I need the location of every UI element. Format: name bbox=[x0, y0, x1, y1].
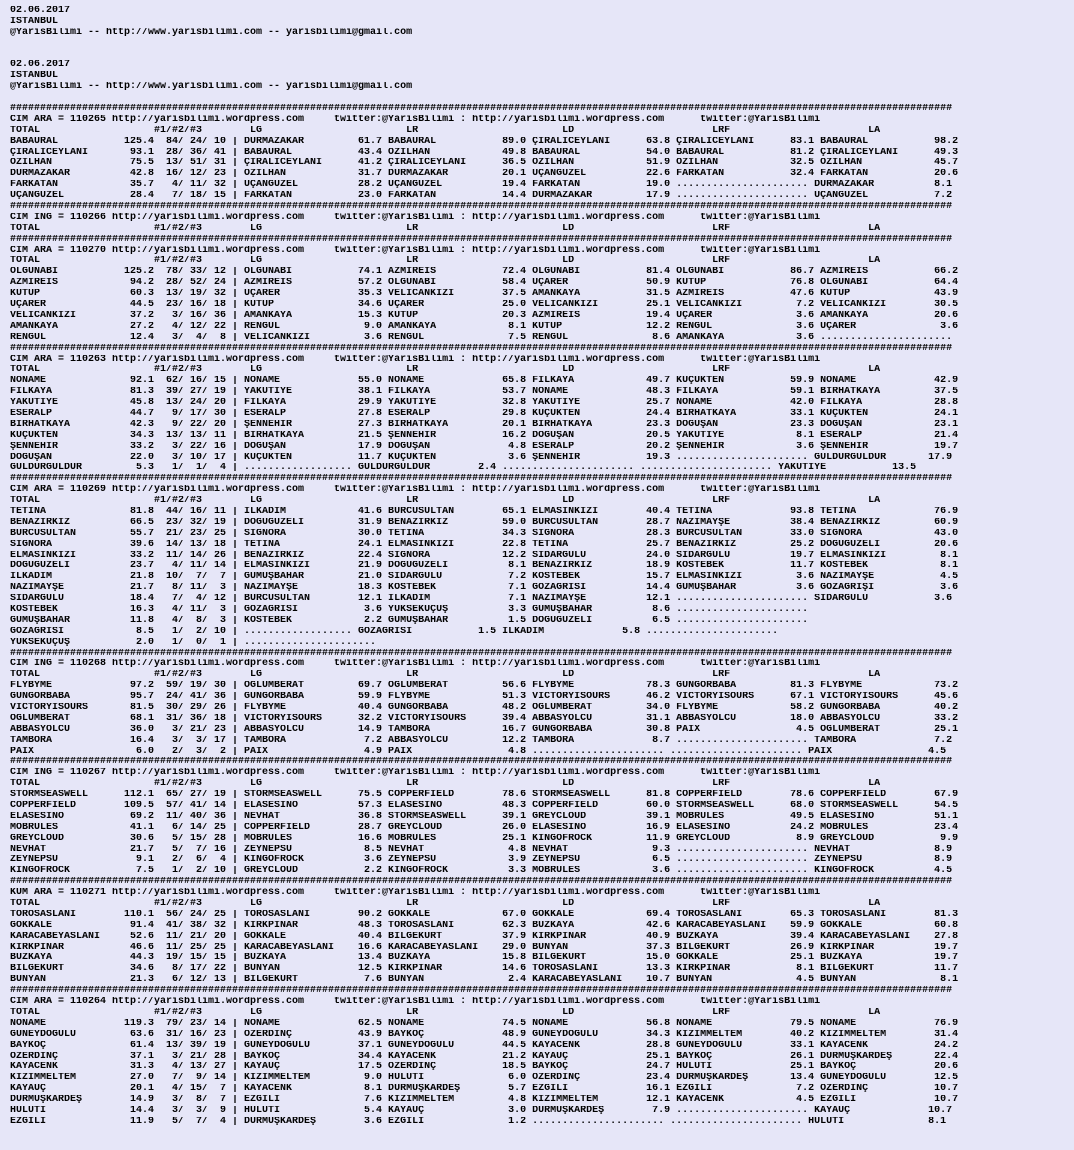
separator-line: ############################################################################################################################################################# bbox=[10, 202, 953, 213]
report-line: STORMSEASWELL 112.1 65/ 27/ 19 | STORMSEASWELL 75.5 COPPERFIELD 78.6 STORMSEASWELL 81.8 COPPERFIELD 78.6 COPPERFIELD 67.9 bbox=[10, 790, 959, 801]
report-line: TETİNA 81.8 44/ 16/ 11 | İLKADIM 41.6 BURCUSULTAN 65.1 ELMASINKIZI 40.4 TETİNA 93.8 TETİNA 76.9 bbox=[10, 506, 959, 517]
race-header-line: CIM ARA = 110264 http://yarisbilimi.wordpress.com twitter:@YarisBilimi : http://yarisbilimi.wordpress.com twitter:@YarisBilimi bbox=[10, 997, 821, 1008]
race-header-line: CIM ARA = 110270 http://yarisbilimi.wordpress.com twitter:@YarisBilimi : http://yarisbilimi.wordpress.com twitter:@YarisBilimi bbox=[10, 245, 821, 256]
column-header-line: TOTAL #1/#2/#3 LG LR LD LRF LA bbox=[10, 496, 881, 507]
column-header-line: TOTAL #1/#2/#3 LG LR LD LRF LA bbox=[10, 899, 881, 910]
report-line: SİGNORA 39.6 14/ 13/ 18 | TETİNA 24.1 ELMASINKIZI 22.8 TETİNA 25.7 BENAZİRKIZ 25.2 DOĞUGÜZELİ 20.6 bbox=[10, 539, 959, 550]
report-line: KOSTEBEK 16.3 4/ 11/ 3 | GOZAGRISI 3.6 YÜKSEKUÇUŞ 3.3 GÜMÜŞBAHAR 8.6 ...................... bbox=[10, 604, 809, 615]
report-line: NAZIMAYŞE 21.7 8/ 11/ 3 | NAZIMAYŞE 18.3 KOSTEBEK 7.1 GOZAGRISI 14.4 GÜMÜŞBAHAR 3.6 GOZAGRİŞİ 3.6 bbox=[10, 583, 959, 594]
blank-line bbox=[10, 93, 1074, 104]
report-line: TAMBORA 16.4 3/ 3/ 17 | TAMBORA 7.2 ABBASYOLCU 12.2 TAMBORA 8.7 ...................... TAMBORA 7.2 bbox=[10, 735, 953, 746]
separator-line: ############################################################################################################################################################# bbox=[10, 986, 953, 997]
report-line: UÇARER 44.5 23/ 16/ 18 | KUTUP 34.6 UÇARER 25.0 VELİCANKIZI 25.1 VELİCANKIZI 7.2 VELİCANKIZI 30.5 bbox=[10, 300, 959, 311]
report-line: KINGOFROCK 7.5 1/ 2/ 10 | GREYCLOUD 2.2 KINGOFROCK 3.3 MOBRULES 3.6 ...................... KINGOFROCK 4.5 bbox=[10, 866, 953, 877]
column-header-line: TOTAL #1/#2/#3 LG LR LD LRF LA bbox=[10, 256, 881, 267]
report-line: ÖZILHAN 75.5 13/ 51/ 31 | ÇIRALICEYLANI 41.2 ÇIRALICEYLANI 36.5 ÖZILHAN 51.9 ÖZILHAN 32.5 ÖZILHAN 45.7 bbox=[10, 158, 959, 169]
report-line: TOROSASLANI 110.1 56/ 24/ 25 | TOROSASLANI 90.2 GÖKKALE 67.0 GÖKKALE 69.4 TOROSASLANI 65.3 TOROSASLANI 81.3 bbox=[10, 909, 959, 920]
report-line: DOĞUGÜZELİ 23.7 4/ 11/ 14 | ELMASINKIZI 21.9 DOĞUGÜZELİ 8.1 BENAZİRKIZ 18.9 KOSTEBEK 11.7 KOSTEBEK 8.1 bbox=[10, 561, 959, 572]
report-line: UÇANGÜZEL 28.4 7/ 18/ 15 | FARKATAN 23.0 FARKATAN 14.4 DURMAZAKAR 17.9 ...................... UÇANGÜZEL 7.2 bbox=[10, 191, 953, 202]
report-line: İLKADIM 21.8 10/ 7/ 7 | GÜMÜŞBAHAR 21.0 SIDARGÜLÜ 7.2 KOSTEBEK 15.7 ELMASINKIZI 3.6 NAZIMAYŞE 4.5 bbox=[10, 572, 959, 583]
report-line: ISTANBUL bbox=[10, 16, 59, 27]
report-line: KÜÇÜKTEN 34.3 13/ 13/ 11 | BİRHATKAYA 21.5 ŞENNEHİR 16.2 DOĞUŞAN 20.5 YAKUTİYE 8.1 ESERALP 21.4 bbox=[10, 430, 959, 441]
report-line: ÇIRALICEYLANI 93.1 28/ 36/ 41 | BABAURAL 43.4 ÖZILHAN 49.8 BABAURAL 54.0 BABAURAL 81.2 ÇIRALICEYLANI 49.3 bbox=[10, 147, 959, 158]
report-line: VICTORYISOURS 81.5 30/ 29/ 26 | FLYBYME 40.4 GUNGORBABA 48.2 OGLUMBERAT 34.0 FLYBYME 58.2 GUNGORBABA 40.2 bbox=[10, 703, 959, 713]
separator-line: ############################################################################################################################################################# bbox=[10, 104, 953, 115]
race-header-line: KUM ARA = 110271 http://yarisbilimi.wordpress.com twitter:@YarisBilimi : http://yarisbilimi.wordpress.com twitter:@YarisBilimi bbox=[10, 888, 821, 899]
separator-line: ############################################################################################################################################################# bbox=[10, 877, 953, 888]
race-header-line: CIM ARA = 110263 http://yarisbilimi.wordpress.com twitter:@YarisBilimi : http://yarisbilimi.wordpress.com twitter:@YarisBilimi bbox=[10, 354, 821, 365]
report-line: FLYBYME 97.2 59/ 19/ 30 | OGLUMBERAT 69.7 OGLUMBERAT 56.6 FLYBYME 78.3 GUNGORBABA 81.3 FLYBYME 73.2 bbox=[10, 681, 959, 692]
report-line: GÜLDURGULDÜR 5.3 1/ 1/ 4 | .................. GÜLDURGULDÜR 2.4 ...................... ...................... YAKUTİYE 13.5 bbox=[10, 463, 917, 474]
column-header-line: TOTAL #1/#2/#3 LG LR LD LRF LA bbox=[10, 670, 881, 681]
report-line: BUZKAYA 44.3 19/ 15/ 15 | BUZKAYA 13.4 BUZKAYA 15.8 BİLGEKURT 15.0 GÖKKALE 25.1 BUZKAYA 19.7 bbox=[10, 953, 959, 964]
separator-line: ############################################################################################################################################################# bbox=[10, 648, 953, 659]
report-line: KIRKPINAR 46.6 11/ 25/ 25 | KARACABEYASLANI 16.6 KARACABEYASLANI 29.0 BUNYAN 37.3 BİLGEKURT 26.9 KIRKPINAR 19.7 bbox=[10, 942, 959, 953]
blank-line bbox=[10, 50, 1074, 61]
report-line: GUNGORBABA 95.7 24/ 41/ 36 | GUNGORBABA 59.9 FLYBYME 51.3 VICTORYISOURS 46.2 VICTORYISOURS 67.1 VICTORYISOURS 45.6 bbox=[10, 692, 959, 703]
column-header-line: TOTAL #1/#2/#3 LG LR LD LRF LA bbox=[10, 125, 881, 136]
report-line: GÜNEYDOĞULU 63.6 31/ 16/ 23 | ÖZERDİNÇ 43.9 BAYKOÇ 48.9 GÜNEYDOĞULU 34.3 KIZIMMELTEM 40.2 KIZIMMELTEM 31.4 bbox=[10, 1029, 959, 1040]
race-header-line: CIM ING = 110267 http://yarisbilimi.wordpress.com twitter:@YarisBilimi : http://yarisbilimi.wordpress.com twitter:@YarisBilimi bbox=[10, 768, 821, 779]
report-line: KIZIMMELTEM 27.0 7/ 9/ 14 | KIZIMMELTEM 9.0 HULUTİ 6.0 ÖZERDİNÇ 23.4 DURMUŞKARDEŞ 13.4 GÜNEYDOĞULU 12.5 bbox=[10, 1073, 959, 1084]
report-line: BİRHATKAYA 42.3 9/ 22/ 20 | ŞENNEHİR 27.3 BİRHATKAYA 20.1 BİRHATKAYA 23.3 DOĞUŞAN 23.3 DOĞUŞAN 23.1 bbox=[10, 419, 959, 430]
report-line: AZMİREİS 94.2 28/ 52/ 24 | AZMİREİS 57.2 OLGUNABİ 58.4 UÇARER 50.9 KUTUP 76.8 OLGUNABİ 64.4 bbox=[10, 278, 959, 289]
race-header-line: CIM ING = 110268 http://yarisbilimi.wordpress.com twitter:@YarisBilimi : http://yarisbilimi.wordpress.com twitter:@YarisBilimi bbox=[10, 659, 821, 670]
race-header-line: CIM ARA = 110269 http://yarisbilimi.wordpress.com twitter:@YarisBilimi : http://yarisbilimi.wordpress.com twitter:@YarisBilimi bbox=[10, 485, 821, 496]
report-line: ŞENNEHİR 33.2 3/ 22/ 16 | DOĞUŞAN 17.9 DOĞUŞAN 4.8 ESERALP 20.2 ŞENNEHİR 3.6 ŞENNEHİR 19.7 bbox=[10, 441, 959, 452]
column-header-line: TOTAL #1/#2/#3 LG LR LD LRF LA bbox=[10, 1007, 881, 1018]
report-line: OLGUNABİ 125.2 78/ 33/ 12 | OLGUNABİ 74.1 AZMİREİS 72.4 OLGUNABİ 81.4 OLGUNABİ 86.7 AZMİREİS 66.2 bbox=[10, 267, 959, 278]
report-line: GOZAGRISI 8.5 1/ 2/ 10 | .................. GOZAGRISI 1.5 İLKADIM 5.8 ...................... bbox=[10, 626, 779, 637]
report-line: KAYAUÇ 20.1 4/ 15/ 7 | KAYACENK 8.1 DURMUŞKARDEŞ 5.7 EZGİLİ 16.1 EZGİLİ 7.2 ÖZERDİNÇ 10.7 bbox=[10, 1084, 959, 1095]
report-line: BİLGEKURT 34.6 8/ 17/ 22 | BUNYAN 12.5 KIRKPINAR 14.6 TOROSASLANI 13.3 KIRKPINAR 8.1 BİLGEKURT 11.7 bbox=[10, 964, 959, 975]
separator-line: ############################################################################################################################################################# bbox=[10, 343, 953, 354]
report-line: KARACABEYASLANI 52.6 11/ 21/ 20 | GÖKKALE 40.4 BİLGEKURT 37.9 KIRKPINAR 40.9 BUZKAYA 39.4 KARACABEYASLANI 27.8 bbox=[10, 931, 959, 942]
report-line: VELİCANKIZI 37.2 3/ 16/ 36 | AMANKAYA 15.3 KUTUP 20.3 AZMİREİS 19.4 UÇARER 3.6 AMANKAYA 20.6 bbox=[10, 310, 959, 321]
column-header-line: TOTAL #1/#2/#3 LG LR LD LRF LA bbox=[10, 365, 881, 376]
report-line: COPPERFIELD 109.5 57/ 41/ 14 | ELASESINO 57.3 ELASESINO 48.3 COPPERFIELD 60.0 STORMSEASWELL 68.0 STORMSEASWELL 54.5 bbox=[10, 801, 959, 812]
column-header-line: TOTAL #1/#2/#3 LG LR LD LRF LA bbox=[10, 223, 881, 234]
report-line: ZEYNEPSU 9.1 2/ 6/ 4 | KINGOFROCK 3.6 ZEYNEPSU 3.9 ZEYNEPSU 6.5 ...................... ZEYNEPSU 8.9 bbox=[10, 855, 953, 866]
separator-line: ############################################################################################################################################################# bbox=[10, 474, 953, 485]
report-line: PAIX 6.0 2/ 3/ 2 | PAIX 4.9 PAIX 4.8 ...................... ...................... PAIX 4.5 bbox=[10, 746, 947, 757]
report-line: NONAME 119.3 79/ 23/ 14 | NONAME 62.5 NONAME 74.5 NONAME 56.8 NONAME 79.5 NONAME 76.9 bbox=[10, 1018, 959, 1029]
report-line: ISTANBUL bbox=[10, 71, 59, 82]
report-line: ESERALP 44.7 9/ 17/ 30 | ESERALP 27.8 ESERALP 29.8 KÜÇÜKTEN 24.4 BİRHATKAYA 33.1 KÜÇÜKTEN 24.1 bbox=[10, 408, 959, 419]
report-line: BENAZİRKIZ 66.5 23/ 32/ 19 | DOĞUGÜZELİ 31.9 BENAZİRKIZ 59.0 BURCUSULTAN 28.7 NAZIMAYŞE 38.4 BENAZİRKIZ 60.9 bbox=[10, 517, 959, 528]
report-line: BUNYAN 21.3 6/ 12/ 13 | BİLGEKURT 7.6 BUNYAN 2.4 KARACABEYASLANI 10.7 BUNYAN 4.5 BUNYAN 8.1 bbox=[10, 975, 959, 986]
race-report-document bbox=[10, 6, 1074, 1128]
report-line: 02.06.2017 bbox=[10, 60, 71, 71]
report-line: OGLUMBERAT 68.1 31/ 36/ 18 | VICTORYISOURS 32.2 VICTORYISOURS 39.4 ABBASYOLCU 31.1 ABBASYOLCU 18.0 ABBASYOLCU 33.2 bbox=[10, 713, 959, 724]
report-line: GÖKKALE 91.4 41/ 38/ 32 | KIRKPINAR 48.3 TOROSASLANI 62.3 BUZKAYA 42.6 KARACABEYASLANI 59.9 GÖKKALE 60.8 bbox=[10, 920, 959, 931]
report-line: BAYKOÇ 61.4 13/ 39/ 19 | GÜNEYDOĞULU 37.1 GÜNEYDOĞULU 44.5 KAYACENK 28.8 GÜNEYDOĞULU 33.1 KAYACENK 24.2 bbox=[10, 1040, 959, 1051]
report-line: NONAME 92.1 62/ 16/ 15 | NONAME 55.0 NONAME 65.8 FİLKAYA 49.7 KÜÇÜKTEN 59.9 NONAME 42.9 bbox=[10, 376, 959, 387]
race-header-line: CIM ARA = 110265 http://yarisbilimi.wordpress.com twitter:@YarisBilimi : http://yarisbilimi.wordpress.com twitter:@YarisBilimi bbox=[10, 114, 821, 125]
report-line: FİLKAYA 81.3 39/ 27/ 19 | YAKUTİYE 38.1 FİLKAYA 53.7 NONAME 48.3 FİLKAYA 59.1 BİRHATKAYA 37.5 bbox=[10, 387, 959, 398]
report-line: SIDARGÜLÜ 18.4 7/ 4/ 12 | BURCUSULTAN 12.1 İLKADIM 7.1 NAZIMAYŞE 12.1 ...................... SIDARGÜLÜ 3.6 bbox=[10, 594, 953, 605]
report-line: GÜMÜŞBAHAR 11.8 4/ 8/ 3 | KOSTEBEK 2.2 GÜMÜŞBAHAR 1.5 DOĞUGÜZELİ 6.5 ...................... bbox=[10, 615, 809, 626]
separator-line: ############################################################################################################################################################# bbox=[10, 757, 953, 768]
report-line: BURCUSULTAN 55.7 21/ 23/ 25 | SİGNORA 30.0 TETİNA 34.3 SİGNORA 28.3 BURCUSULTAN 33.0 SİGNORA 43.0 bbox=[10, 528, 959, 539]
report-line: ABBASYOLCU 36.0 3/ 21/ 23 | ABBASYOLCU 14.9 TAMBORA 16.7 GUNGORBABA 30.8 PAIX 4.5 OGLUMBERAT 25.1 bbox=[10, 724, 959, 735]
report-line: YAKUTİYE 45.8 13/ 24/ 20 | FİLKAYA 29.9 YAKUTİYE 32.8 YAKUTİYE 25.7 NONAME 42.0 FİLKAYA 28.8 bbox=[10, 398, 959, 409]
report-line: ÖZERDİNÇ 37.1 3/ 21/ 28 | BAYKOÇ 34.4 KAYACENK 21.2 KAYAUÇ 25.1 BAYKOÇ 26.1 DURMUŞKARDEŞ 22.4 bbox=[10, 1051, 959, 1062]
report-line: ELMASINKIZI 33.2 11/ 14/ 26 | BENAZİRKIZ 22.4 SİGNORA 12.2 SIDARGÜLÜ 24.0 SIDARGÜLÜ 19.7 ELMASINKIZI 8.1 bbox=[10, 550, 959, 561]
report-line: DURMAZAKAR 42.8 16/ 12/ 23 | ÖZILHAN 31.7 DURMAZAKAR 20.1 UÇANGÜZEL 22.6 FARKATAN 32.4 FARKATAN 20.6 bbox=[10, 169, 959, 180]
blank-line bbox=[10, 39, 1074, 50]
report-line: EZGİLİ 11.9 5/ 7/ 4 | DURMUŞKARDEŞ 3.6 EZGİLİ 1.2 ...................... ...................... HULUTİ 8.1 bbox=[10, 1116, 947, 1127]
report-line: KAYACENK 31.3 4/ 13/ 27 | KAYAUÇ 17.5 ÖZERDİNÇ 18.5 BAYKOÇ 24.7 HULUTİ 25.1 BAYKOÇ 20.6 bbox=[10, 1062, 959, 1073]
column-header-line: TOTAL #1/#2/#3 LG LR LD LRF LA bbox=[10, 779, 881, 790]
report-line: HULUTİ 14.4 3/ 3/ 9 | HULUTİ 5.4 KAYAUÇ 3.0 DURMUŞKARDEŞ 7.9 ...................... KAYAUÇ 10.7 bbox=[10, 1105, 953, 1116]
report-line: AMANKAYA 27.2 4/ 12/ 22 | RENGÜL 9.0 AMANKAYA 8.1 KUTUP 12.2 RENGÜL 3.6 UÇARER 3.6 bbox=[10, 321, 959, 332]
report-line: BABAURAL 125.4 84/ 24/ 10 | DURMAZAKAR 61.7 BABAURAL 89.0 ÇIRALICEYLANI 63.8 ÇIRALICEYLANI 83.1 BABAURAL 98.2 bbox=[10, 136, 959, 147]
report-line: @YarisBilimi -- http://www.yarisbilimi.com -- yarisbilimi@gmail.com bbox=[10, 82, 413, 93]
report-line: YÜKSEKUÇUŞ 2.0 1/ 0/ 1 | ...................... bbox=[10, 637, 377, 648]
separator-line: ############################################################################################################################################################# bbox=[10, 234, 953, 245]
report-line: DOĞUŞAN 22.0 3/ 10/ 17 | KÜÇÜKTEN 11.7 KÜÇÜKTEN 3.6 ŞENNEHİR 19.3 ...................... GÜLDURGULDÜR 17.9 bbox=[10, 452, 953, 463]
report-line: DURMUŞKARDEŞ 14.9 3/ 8/ 7 | EZGİLİ 7.6 KIZIMMELTEM 4.8 KIZIMMELTEM 12.1 KAYACENK 4.5 EZGİLİ 10.7 bbox=[10, 1095, 959, 1106]
report-line: ELASESINO 69.2 11/ 40/ 36 | NEVHAT 36.8 STORMSEASWELL 39.1 GREYCLOUD 39.1 MOBRULES 49.5 ELASESINO 51.1 bbox=[10, 811, 959, 822]
report-line: KUTUP 60.3 13/ 19/ 32 | UÇARER 35.3 VELİCANKIZI 37.5 AMANKAYA 31.5 AZMİREİS 47.6 KUTUP 43.9 bbox=[10, 289, 959, 300]
report-line: 02.06.2017 bbox=[10, 6, 71, 16]
race-header-line: CIM ING = 110266 http://yarisbilimi.wordpress.com twitter:@YarisBilimi : http://yarisbilimi.wordpress.com twitter:@YarisBilimi bbox=[10, 212, 821, 223]
report-line: FARKATAN 35.7 4/ 11/ 32 | UÇANGÜZEL 28.2 UÇANGÜZEL 19.4 FARKATAN 19.0 ...................... DURMAZAKAR 8.1 bbox=[10, 180, 953, 191]
report-line: GREYCLOUD 30.6 5/ 15/ 28 | MOBRULES 16.6 MOBRULES 25.1 KINGOFROCK 11.9 GREYCLOUD 8.9 GREYCLOUD 9.9 bbox=[10, 833, 959, 844]
report-line: @YarisBilimi -- http://www.yarisbilimi.com -- yarisbilimi@gmail.com bbox=[10, 27, 413, 38]
report-line: RENGÜL 12.4 3/ 4/ 8 | VELİCANKIZI 3.6 RENGÜL 7.5 RENGÜL 8.6 AMANKAYA 3.6 ...................... bbox=[10, 332, 953, 343]
report-line: NEVHAT 21.7 5/ 7/ 16 | ZEYNEPSU 8.5 NEVHAT 4.8 NEVHAT 9.3 ...................... NEVHAT 8.9 bbox=[10, 844, 953, 855]
report-line: MOBRULES 41.1 6/ 14/ 25 | COPPERFIELD 28.7 GREYCLOUD 26.0 ELASESINO 16.9 ELASESINO 24.2 MOBRULES 23.4 bbox=[10, 822, 959, 833]
